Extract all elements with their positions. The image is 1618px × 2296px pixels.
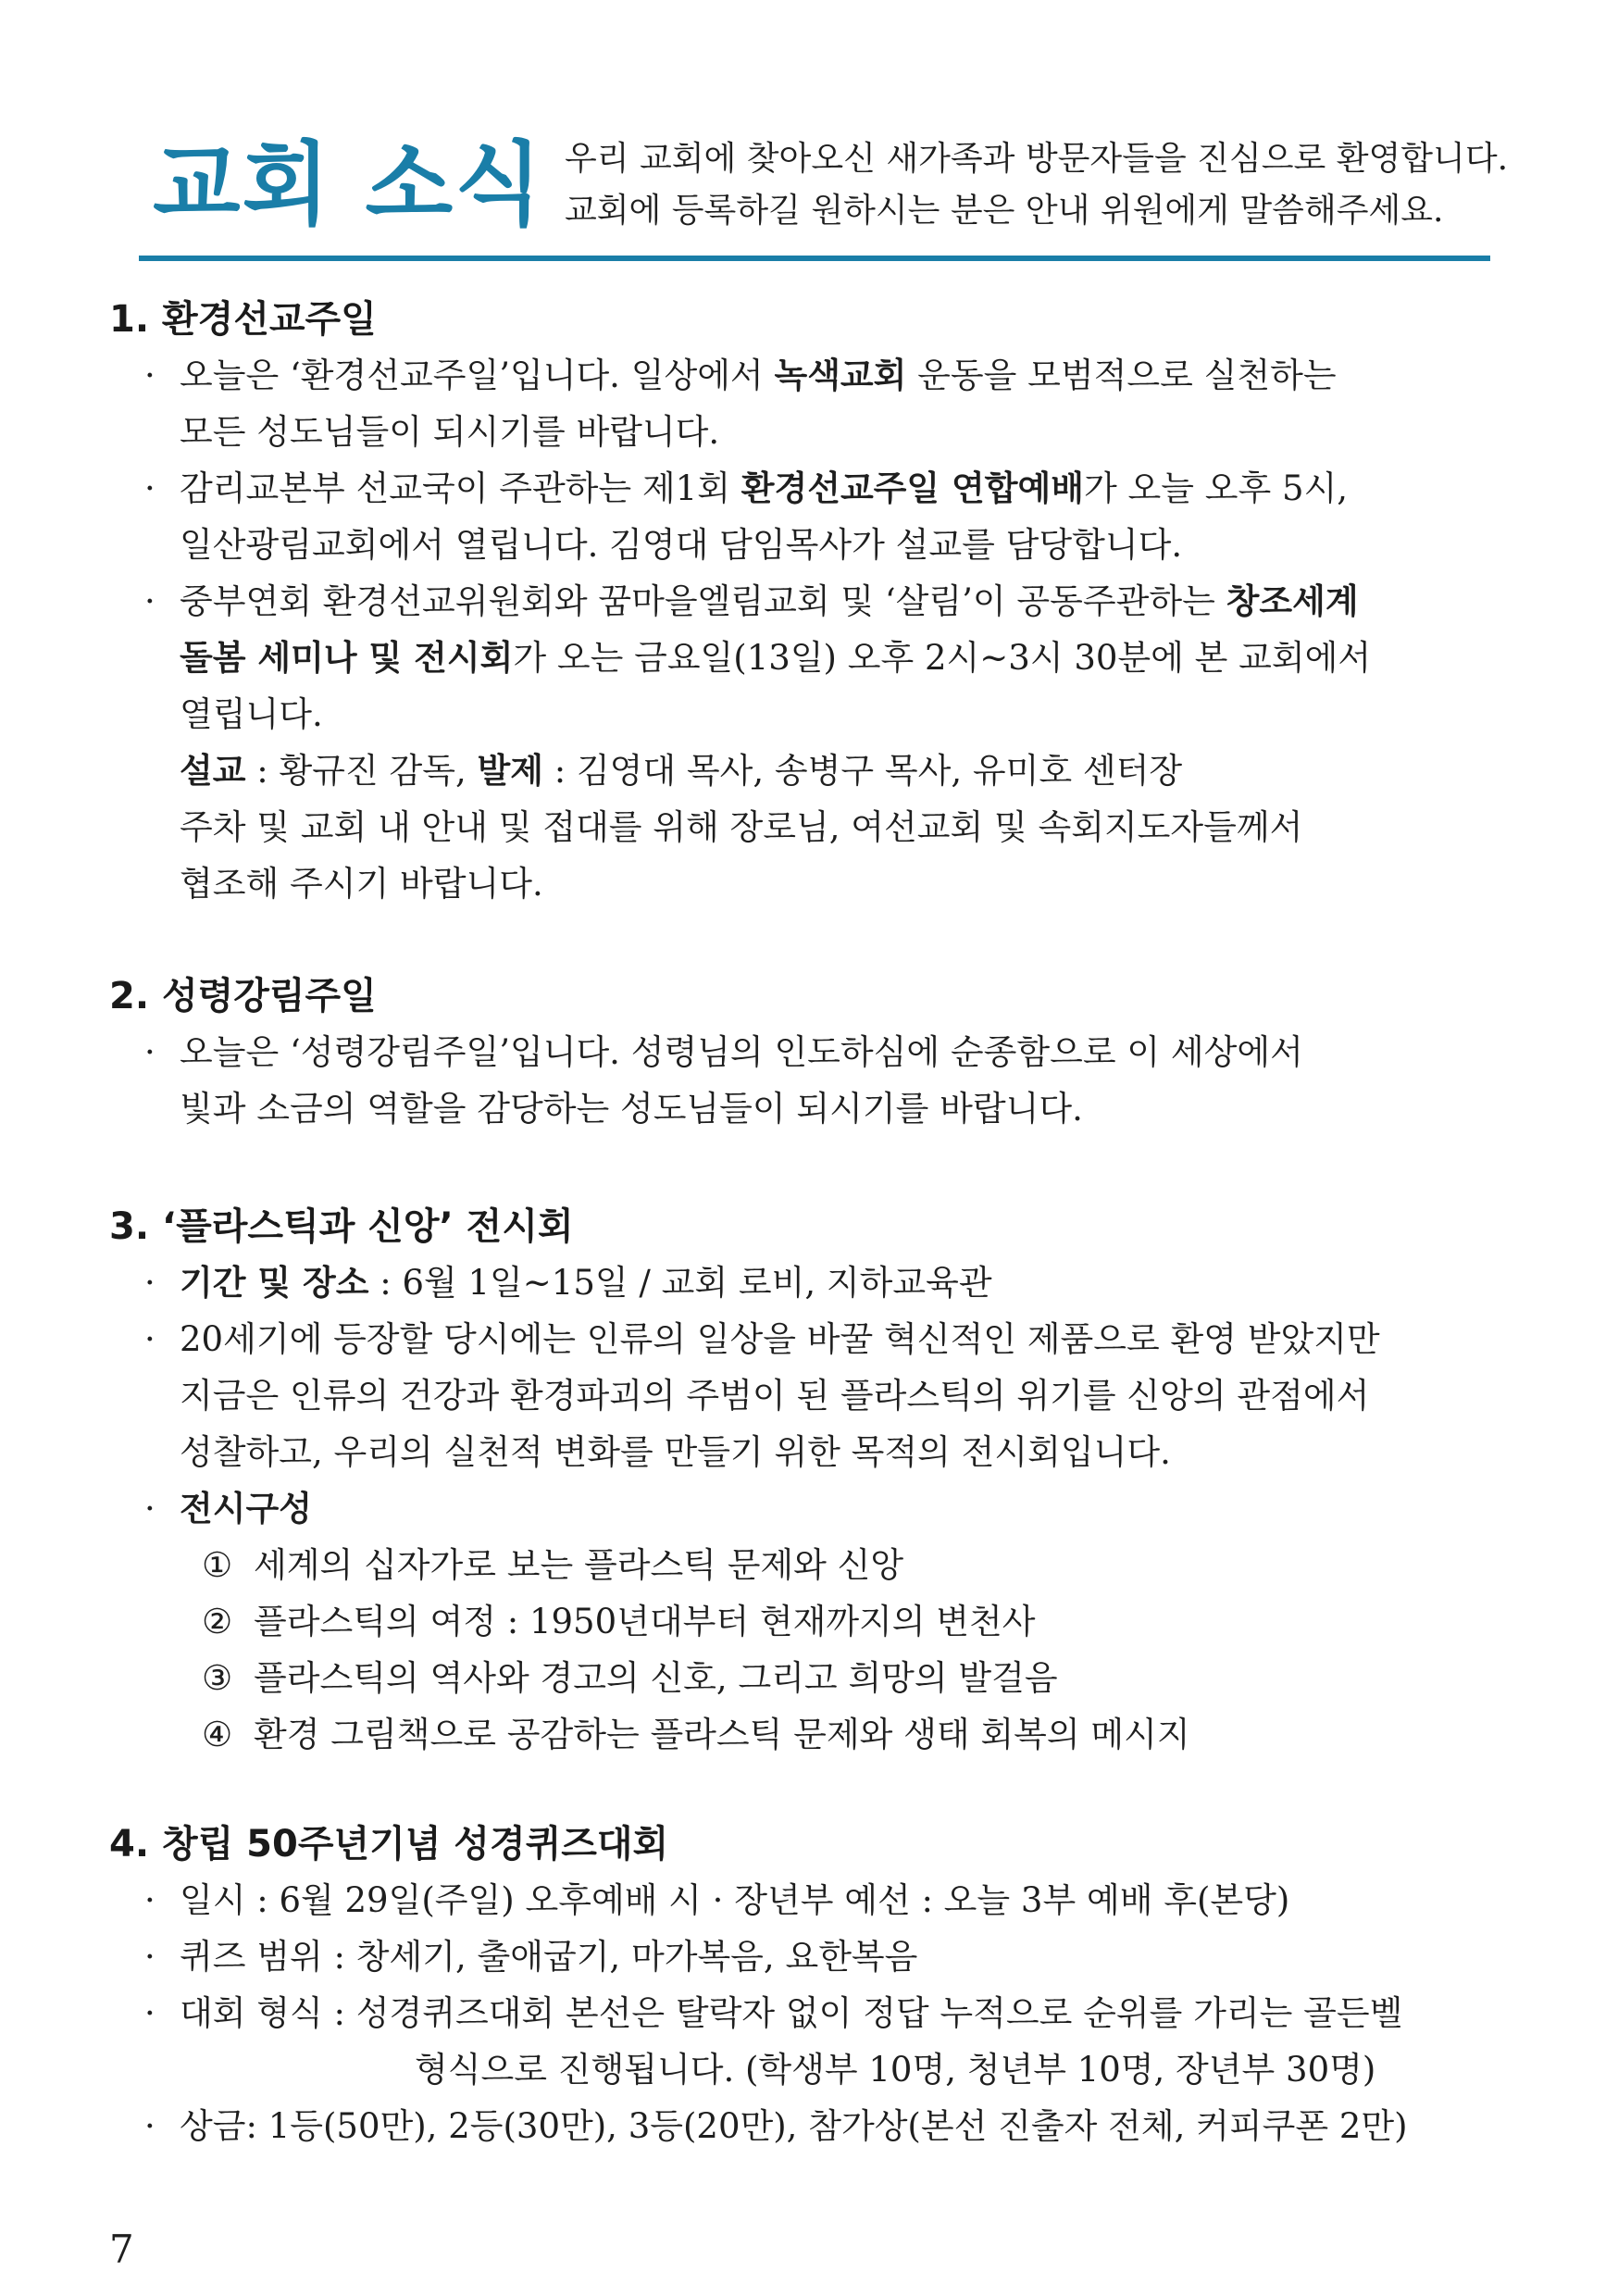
- page-number: 7: [109, 2227, 134, 2272]
- header-divider: [139, 256, 1490, 261]
- header-intro: [565, 133, 1508, 237]
- numbered-item: [109, 1650, 1525, 1706]
- item-text-bold: 환경선교주일 연합예배: [741, 468, 1085, 508]
- item-text: 상금: 1등(50만), 2등(30만), 3등(20만), 참가상(본선 진출자 전체, 커피쿠폰 2만): [180, 2106, 1408, 2146]
- bullet: ·: [144, 1937, 156, 1977]
- numbered-item: [109, 1706, 1525, 1763]
- bullet: ·: [144, 1263, 156, 1303]
- item-text: 감리교본부 선교국이 주관하는 제1회: [180, 468, 741, 508]
- section-pentecost-sunday: [109, 968, 1525, 1137]
- numbered-item: [109, 1593, 1525, 1650]
- item-text-bold: 창조세계: [1226, 580, 1359, 621]
- item-text: 플라스틱의 여정 : 1950년대부터 현재까지의 변천사: [254, 1602, 1036, 1641]
- item-text: 가 오는 금요일(13일) 오후 2시~3시 30분에 본 교회에서: [513, 638, 1372, 678]
- list-item: [109, 2098, 1525, 2154]
- bullet: ·: [144, 1880, 156, 1920]
- section-title: 4. 창립 50주년기념 성경퀴즈대회: [109, 1823, 669, 1866]
- item-text: 환경 그림책으로 공감하는 플라스틱 문제와 생태 회복의 메시지: [254, 1715, 1190, 1754]
- bullet: ·: [144, 1993, 156, 2033]
- bullet: ·: [144, 1489, 156, 1529]
- item-text-bold: 녹색교회: [774, 355, 907, 395]
- list-item: [109, 1872, 1525, 1928]
- page-title: 교회 소식: [153, 132, 544, 238]
- item-text: 중부연회 환경선교위원회와 꿈마을엘림교회 및 ‘살림’이 공동주관하는: [180, 581, 1226, 621]
- item-text-bold: 돌봄 세미나 및 전시회: [180, 637, 514, 678]
- list-item: [109, 1254, 1525, 1311]
- item-continuation: 지금은 인류의 건강과 환경파괴의 주범이 된 플라스틱의 위기를 신앙의 관점에서: [180, 1376, 1370, 1416]
- list-item: [109, 347, 1525, 404]
- item-text-bold: 전시구성: [180, 1488, 312, 1529]
- item-continuation: 모든 성도님들이 되시기를 바랍니다.: [180, 412, 720, 452]
- bullet: ·: [144, 1032, 156, 1072]
- circled-number: ②: [202, 1602, 233, 1641]
- intro-line: 우리 교회에 찾아오신 새가족과 방문자들을 진심으로 환영합니다.: [565, 140, 1509, 178]
- item-text-bold: 설교: [180, 750, 246, 791]
- circled-number: ①: [202, 1545, 233, 1585]
- list-item: [109, 460, 1525, 517]
- list-item: [109, 1480, 1525, 1537]
- item-text: 20세기에 등장할 당시에는 인류의 일상을 바꿀 혁신적인 제품으로 환영 받았지만: [180, 1319, 1380, 1359]
- list-item: [109, 573, 1525, 630]
- intro-line: 교회에 등록하길 원하시는 분은 안내 위원에게 말씀해주세요.: [565, 192, 1444, 230]
- item-text: 대회 형식 : 성경퀴즈대회 본선은 탈락자 없이 정답 누적으로 순위를 가리는 골든벨: [180, 1993, 1403, 2033]
- item-text: 세계의 십자가로 보는 플라스틱 문제와 신앙: [254, 1545, 904, 1585]
- circled-number: ③: [202, 1658, 233, 1698]
- bullet: ·: [144, 468, 156, 508]
- item-text: 퀴즈 범위 : 창세기, 출애굽기, 마가복음, 요한복음: [180, 1937, 918, 1977]
- item-continuation: 주차 및 교회 내 안내 및 접대를 위해 장로님, 여선교회 및 속회지도자들께서: [180, 807, 1303, 847]
- item-text: 플라스틱의 역사와 경고의 신호, 그리고 희망의 발걸음: [254, 1658, 1058, 1698]
- item-continuation: 일산광림교회에서 열립니다. 김영대 담임목사가 설교를 담당합니다.: [180, 525, 1183, 565]
- item-text: 오늘은 ‘환경선교주일’입니다. 일상에서: [180, 356, 775, 395]
- item-text-bold: 발제: [477, 750, 543, 791]
- item-text: 오늘은 ‘성령강림주일’입니다. 성령님의 인도하심에 순종함으로 이 세상에서: [180, 1032, 1303, 1072]
- item-continuation: 빛과 소금의 역할을 감당하는 성도님들이 되시기를 바랍니다.: [180, 1089, 1083, 1129]
- item-continuation: 형식으로 진행됩니다. (학생부 10명, 청년부 10명, 장년부 30명): [415, 2050, 1376, 2090]
- bullet: ·: [144, 2106, 156, 2146]
- item-continuation: [109, 630, 1525, 686]
- section-title: 3. ‘플라스틱과 신앙’ 전시회: [109, 1205, 574, 1248]
- section-title: 1. 환경선교주일: [109, 298, 377, 341]
- bullet: ·: [144, 356, 156, 395]
- list-item: [109, 1985, 1525, 2041]
- item-continuation: 열립니다.: [180, 694, 323, 734]
- list-item: [109, 1311, 1525, 1367]
- item-continuation: 성찰하고, 우리의 실천적 변화를 만들기 위한 목적의 전시회입니다.: [180, 1432, 1171, 1472]
- section-environment-mission-sunday: [109, 292, 1525, 912]
- circled-number: ④: [202, 1715, 233, 1754]
- item-text: 운동을 모범적으로 실천하는: [906, 356, 1337, 395]
- item-text-bold: 기간 및 장소: [180, 1262, 369, 1303]
- list-item: [109, 1024, 1525, 1080]
- section-bible-quiz: [109, 1816, 1525, 2154]
- item-text: : 6월 1일~15일 / 교회 로비, 지하교육관: [368, 1263, 992, 1303]
- item-continuation: 협조해 주시기 바랍니다.: [180, 864, 543, 904]
- item-text: : 황규진 감독,: [245, 751, 478, 791]
- section-title: 2. 성령강림주일: [109, 975, 377, 1017]
- item-text: 가 오늘 오후 5시,: [1084, 468, 1349, 508]
- section-plastic-faith-exhibition: [109, 1199, 1525, 1763]
- item-continuation: [109, 742, 1525, 799]
- numbered-item: [109, 1537, 1525, 1593]
- item-text: : 김영대 목사, 송병구 목사, 유미호 센터장: [542, 751, 1183, 791]
- header: [139, 120, 1509, 259]
- bullet: ·: [144, 581, 156, 621]
- list-item: [109, 1928, 1525, 1985]
- bullet: ·: [144, 1319, 156, 1359]
- item-text: 일시 : 6월 29일(주일) 오후예배 시 · 장년부 예선 : 오늘 3부 예배 후(본당): [180, 1880, 1290, 1920]
